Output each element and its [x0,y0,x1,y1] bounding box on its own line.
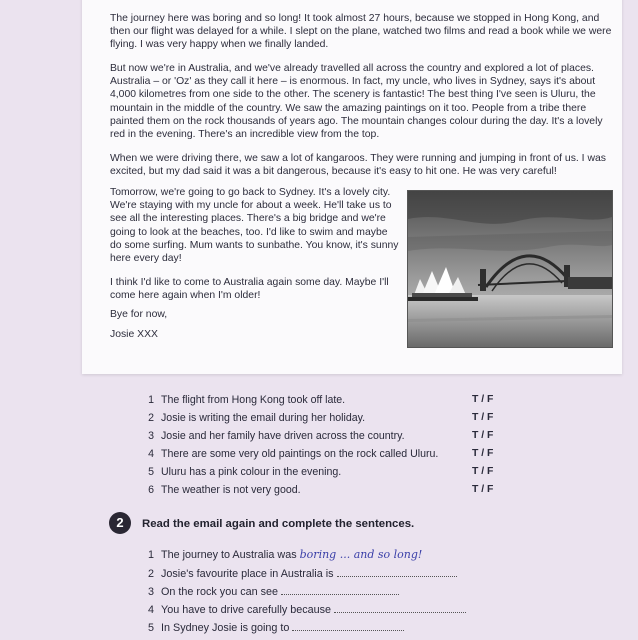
tf-item [144,430,504,444]
sentence-number: 5 [147,622,154,634]
sentence-item [144,568,457,582]
sentence-item [144,604,466,618]
tf-item-number: 4 [148,448,154,460]
tf-item-number: 2 [148,412,154,424]
answer-blank[interactable] [281,586,399,595]
sydney-harbour-photo [407,190,613,348]
tf-item-statement: Uluru has a pink colour in the evening. [161,466,342,478]
sentence-item [144,586,399,600]
tf-item-number: 5 [148,466,154,478]
sentence-prompt: In Sydney Josie is going to [161,622,290,634]
sentence-number: 1 [147,549,154,561]
tf-item [144,394,504,408]
sentence-number: 4 [147,604,154,616]
email-paragraph-come-again: I think I'd like to come to Australia again some day. Maybe I'll come here again when I'm older! [110,277,389,302]
sentence-prompt: The journey to Australia was [161,549,297,561]
tf-item-choice[interactable]: T / F [472,394,494,405]
tf-item-statement: Josie is writing the email during her holiday. [161,412,366,424]
tf-item-statement: Josie and her family have driven across the country. [161,430,405,442]
tf-item-choice[interactable]: T / F [472,448,494,459]
email-paragraph-sydney: Tomorrow, we're going to go back to Sydney. It's a lovely city. We're staying with my uncle for about a week. He'll take us to see all the interesting places. There's a big bridge and we're going to look at the beaches, too. I'd like to swim and maybe do some surfing. Mum wants to sunbathe. You know, it's sunny here every day! [110,187,399,265]
tf-item-number: 6 [148,484,154,496]
email-signature: Josie XXX [110,329,158,340]
tf-item [144,484,504,498]
tf-item-choice[interactable]: T / F [472,430,494,441]
tf-item [144,412,504,426]
sentence-number: 3 [147,586,154,598]
email-paragraph-journey: The journey here was boring and so long! It took almost 27 hours, because we stopped in Hong Kong, and then our flight was delayed for a while. I slept on the plane, watched two films and read a book while we were flying. I was very happy when we finally landed. [110,13,612,51]
email-signoff: Bye for now, [110,309,168,320]
sentence-item [144,548,422,562]
sentence-item [144,622,404,636]
answer-blank[interactable] [334,604,466,613]
tf-item-choice[interactable]: T / F [472,412,494,423]
tf-item [144,448,504,462]
tf-item-number: 3 [148,430,154,442]
exercise-number-badge: 2 [109,512,131,534]
answer-blank[interactable] [337,568,457,577]
tf-item-statement: The weather is not very good. [161,484,301,496]
tf-item-statement: The flight from Hong Kong took off late. [161,394,346,406]
sentence-number: 2 [147,568,154,580]
sentence-prompt: Josie's favourite place in Australia is [161,568,334,580]
email-paragraph-kangaroos: When we were driving there, we saw a lot of kangaroos. They were running and jumping in front of us. I was excited, but my dad said it was a bit dangerous, because it's easy to hit one. He was very careful! [110,153,606,178]
sentence-prompt: On the rock you can see [161,586,279,598]
tf-item-choice[interactable]: T / F [472,484,494,495]
handwritten-answer[interactable]: boring ... and so long! [299,548,423,561]
tf-item-number: 1 [148,394,154,406]
tf-item [144,466,504,480]
sentence-prompt: You have to drive carefully because [161,604,332,616]
tf-item-statement: There are some very old paintings on the rock called Uluru. [161,448,439,460]
tf-item-choice[interactable]: T / F [472,466,494,477]
answer-blank[interactable] [292,622,404,631]
email-paragraph-australia: But now we're in Australia, and we've already travelled all across the country and explored a lot of places. Australia – or 'Oz' as they call it here – is enormous. In fact, my uncle, who lives in Sydney, says it's about 4,000 kilometres from one side to the other. The scenery is fantastic! The best thing I've seen is Uluru, the mountain in the middle of the country. We saw the amazing paintings on it too. People from a tribe there painted them on the rock thousands of years ago. The mountain changes colour during the day. It's a lovely red in the evening. There's an incredible view from the top. [110,63,603,141]
exercise-instruction: Read the email again and complete the sentences. [142,518,415,530]
